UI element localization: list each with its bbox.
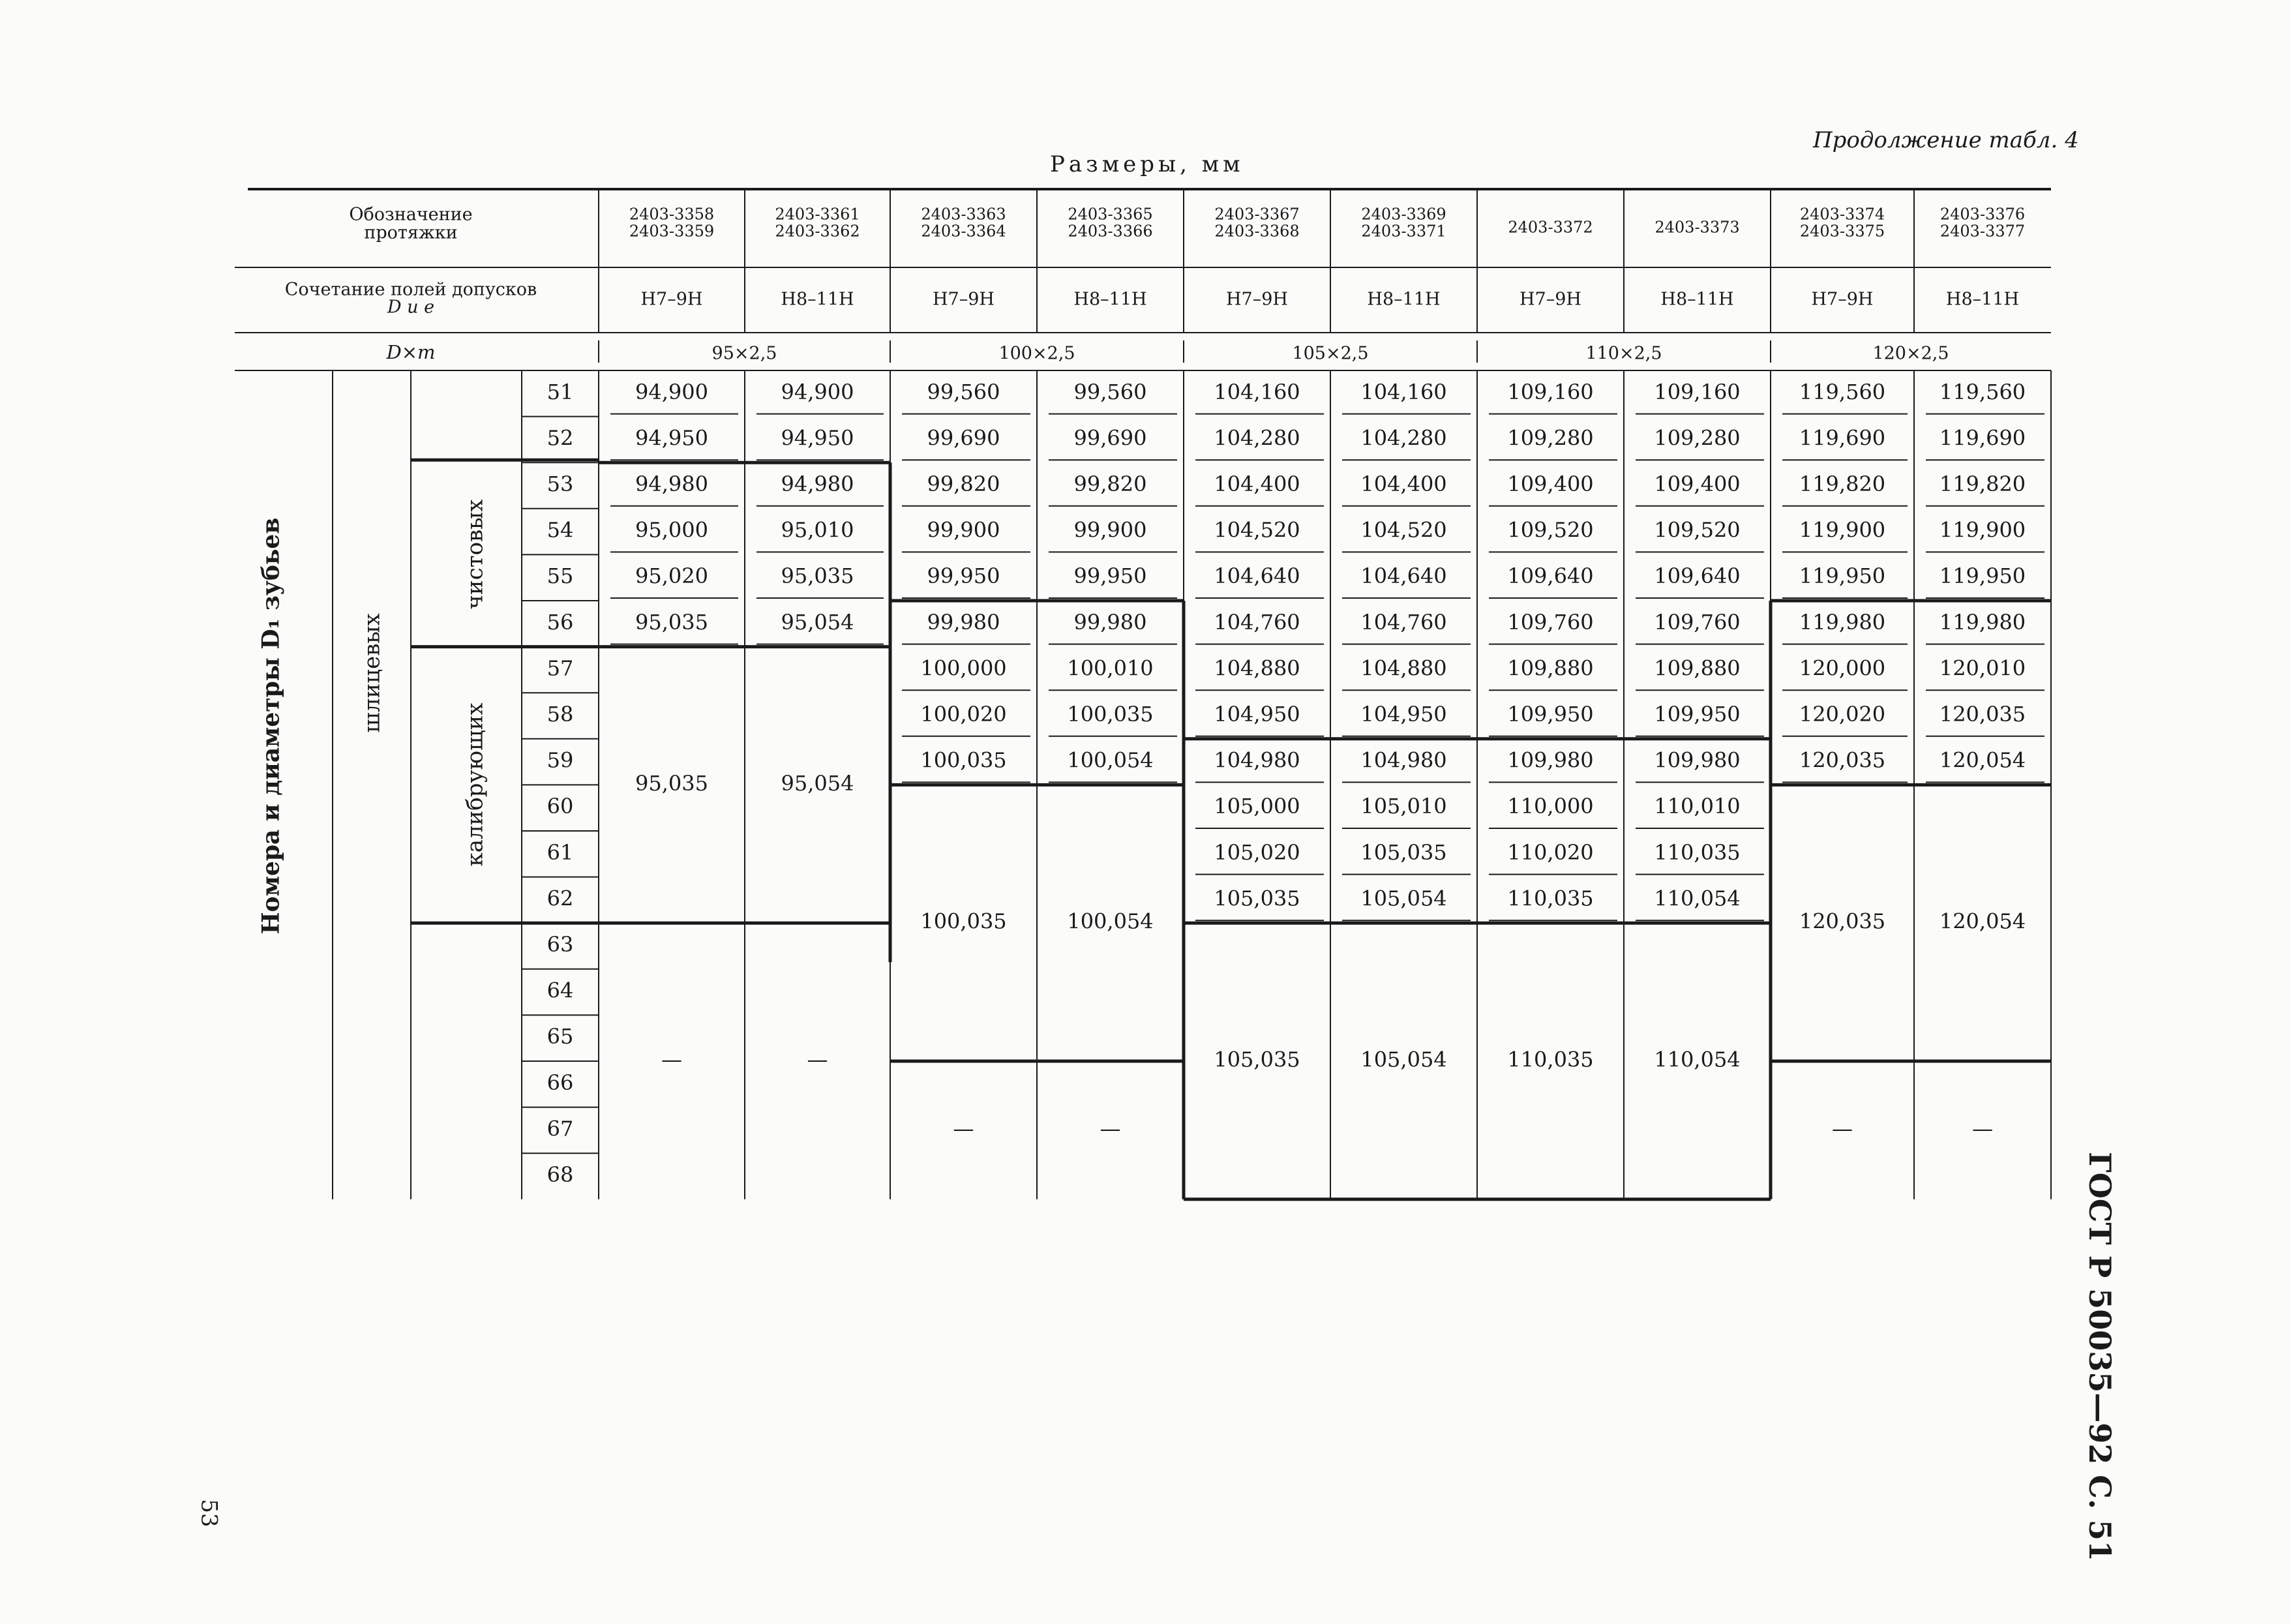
cell-value: 119,980 xyxy=(1799,609,1886,635)
cell-value: 104,400 xyxy=(1214,472,1300,496)
gost-footer: ГОСТ Р 50035—92 С. 51 xyxy=(2082,1151,2118,1562)
cell-value: 109,880 xyxy=(1654,655,1741,681)
cell-value: 109,160 xyxy=(1654,379,1741,404)
designation-code: 2403-3377 xyxy=(1939,222,2026,241)
sizing-teeth-label: калибрующих xyxy=(462,702,488,867)
cell-value: 95,054 xyxy=(781,609,854,635)
cell-value: 109,760 xyxy=(1507,609,1594,635)
designation-code: 2403-3375 xyxy=(1799,222,1885,241)
cell-value: 104,520 xyxy=(1214,517,1300,543)
cell-value: 119,900 xyxy=(1799,517,1886,543)
cell-value: 119,690 xyxy=(1799,425,1886,451)
cell-value: 105,020 xyxy=(1214,839,1300,865)
cell-value: 94,950 xyxy=(635,425,708,451)
row-number: 58 xyxy=(547,702,574,727)
cell-value: 105,035 xyxy=(1214,886,1300,911)
merged-cell-value: 100,035 xyxy=(920,909,1007,934)
designation-code: 2403-3361 xyxy=(775,205,860,224)
cell-value: 109,980 xyxy=(1507,747,1594,773)
cell-value: 104,280 xyxy=(1214,425,1300,451)
cell-value: 104,980 xyxy=(1214,747,1300,773)
cell-value: 95,020 xyxy=(635,564,708,589)
cell-value: 99,900 xyxy=(927,517,1000,543)
spline-teeth-label: шлицевых xyxy=(359,612,385,733)
tolerance-value: H8–11H xyxy=(1945,289,2020,310)
cell-value: 94,980 xyxy=(635,472,708,496)
designation-code: 2403-3376 xyxy=(1939,205,2026,224)
designation-code: 2403-3374 xyxy=(1799,205,1885,224)
cell-value: 104,760 xyxy=(1360,609,1447,635)
cell-value: 109,950 xyxy=(1654,702,1741,727)
tolerance-value: H8–11H xyxy=(1073,289,1147,310)
cell-value: 95,010 xyxy=(781,517,854,543)
dxm-value: 110×2,5 xyxy=(1585,343,1662,364)
cell-value: 110,054 xyxy=(1654,886,1741,911)
cell-value: 99,690 xyxy=(927,425,1000,451)
cell-value: 104,980 xyxy=(1360,747,1447,773)
cell-value: 120,054 xyxy=(1939,747,2026,773)
cell-value: 109,950 xyxy=(1507,702,1594,727)
merged-cell-value: 105,054 xyxy=(1360,1047,1447,1072)
designation-label: протяжки xyxy=(364,222,458,243)
cell-value: 99,900 xyxy=(1073,517,1147,543)
cell-value: 95,035 xyxy=(635,609,708,635)
cell-value: 109,280 xyxy=(1654,425,1741,451)
cell-value: 99,950 xyxy=(1073,564,1147,589)
designation-code: 2403-3368 xyxy=(1214,222,1300,241)
row-group-label: Номера и диаметры D₁ зубьев xyxy=(256,518,284,935)
dxm-value: 95×2,5 xyxy=(711,343,777,364)
cell-value: 119,690 xyxy=(1939,425,2026,451)
cell-value: 105,000 xyxy=(1214,794,1300,819)
row-number: 60 xyxy=(547,794,574,819)
designation-code: 2403-3362 xyxy=(775,222,860,241)
merged-cell-value: — xyxy=(661,1047,682,1072)
row-number: 68 xyxy=(547,1162,574,1187)
cell-value: 109,400 xyxy=(1654,472,1741,496)
cell-value: 99,980 xyxy=(927,609,1000,635)
cell-value: 110,000 xyxy=(1507,794,1594,819)
dxm-value: 100×2,5 xyxy=(998,343,1075,364)
tolerance-value: H7–9H xyxy=(640,289,703,310)
row-number: 63 xyxy=(547,932,574,957)
merged-cell-value: — xyxy=(1100,1116,1121,1141)
designation-code: 2403-3366 xyxy=(1068,222,1153,241)
merged-cell-value: 110,035 xyxy=(1507,1047,1594,1072)
designation-code: 2403-3358 xyxy=(629,205,715,224)
cell-value: 99,560 xyxy=(1073,379,1147,404)
dxm-label: D×m xyxy=(386,341,436,363)
designation-code: 2403-3364 xyxy=(921,222,1006,241)
designation-code: 2403-3371 xyxy=(1361,222,1446,241)
cell-value: 104,950 xyxy=(1360,702,1447,727)
row-number: 62 xyxy=(547,886,574,911)
cell-value: 110,010 xyxy=(1654,794,1741,819)
row-number: 56 xyxy=(547,609,574,635)
cell-value: 104,880 xyxy=(1360,655,1447,681)
dxm-value: 105×2,5 xyxy=(1292,343,1369,364)
cell-value: 119,980 xyxy=(1939,609,2026,635)
tolerance-value: H7–9H xyxy=(1520,289,1581,310)
designation-code: 2403-3373 xyxy=(1655,218,1740,237)
cell-value: 104,950 xyxy=(1214,702,1300,727)
cell-value: 104,160 xyxy=(1214,379,1300,404)
cell-value: 100,054 xyxy=(1067,747,1154,773)
cell-value: 104,400 xyxy=(1360,472,1447,496)
cell-value: 100,020 xyxy=(920,702,1007,727)
cell-value: 99,820 xyxy=(927,472,1000,496)
cell-value: 104,760 xyxy=(1214,609,1300,635)
designation-code: 2403-3372 xyxy=(1508,218,1593,237)
cell-value: 99,980 xyxy=(1073,609,1147,635)
cell-value: 109,760 xyxy=(1654,609,1741,635)
designation-label: Обозначение xyxy=(349,204,473,225)
tolerance-sub-label: D и e xyxy=(387,297,435,318)
cell-value: 120,010 xyxy=(1939,655,2026,681)
cell-value: 119,820 xyxy=(1799,472,1886,496)
cell-value: 100,035 xyxy=(920,747,1007,773)
cell-value: 94,900 xyxy=(781,379,854,404)
merged-cell-value: 105,035 xyxy=(1214,1047,1300,1072)
cell-value: 109,520 xyxy=(1507,517,1594,543)
row-number: 65 xyxy=(547,1024,574,1049)
cell-value: 119,950 xyxy=(1939,564,2026,589)
cell-value: 99,690 xyxy=(1073,425,1147,451)
tolerance-label: Сочетание полей допусков xyxy=(284,279,537,300)
designation-code: 2403-3367 xyxy=(1214,205,1300,224)
cell-value: 104,160 xyxy=(1360,379,1447,404)
cell-value: 109,400 xyxy=(1507,472,1594,496)
cell-value: 119,820 xyxy=(1939,472,2026,496)
cell-value: 105,054 xyxy=(1360,886,1447,911)
cell-value: 94,900 xyxy=(635,379,708,404)
cell-value: 95,035 xyxy=(781,564,854,589)
designation-code: 2403-3363 xyxy=(921,205,1006,224)
row-number: 53 xyxy=(547,472,574,496)
cell-value: 104,640 xyxy=(1360,564,1447,589)
cell-value: 109,640 xyxy=(1507,564,1594,589)
cell-value: 100,035 xyxy=(1067,702,1154,727)
merged-cell-value: 120,035 xyxy=(1799,909,1886,934)
designation-code: 2403-3359 xyxy=(629,222,715,241)
cell-value: 104,520 xyxy=(1360,517,1447,543)
cell-value: 119,560 xyxy=(1939,379,2026,404)
merged-cell-value: 120,054 xyxy=(1939,909,2026,934)
dxm-value: 120×2,5 xyxy=(1872,343,1949,364)
row-number: 54 xyxy=(547,517,574,543)
tolerance-value: H7–9H xyxy=(1811,289,1874,310)
cell-value: 109,520 xyxy=(1654,517,1741,543)
cell-value: 100,010 xyxy=(1067,655,1154,681)
cell-value: 99,560 xyxy=(927,379,1000,404)
designation-code: 2403-3365 xyxy=(1068,205,1153,224)
tolerance-value: H8–11H xyxy=(1367,289,1441,310)
row-number: 66 xyxy=(547,1070,574,1095)
cell-value: 120,020 xyxy=(1799,702,1886,727)
merged-cell-value: — xyxy=(953,1116,974,1141)
size-caption: Размеры, мм xyxy=(1050,151,1244,177)
row-number: 67 xyxy=(547,1116,574,1141)
tolerance-value: H8–11H xyxy=(1660,289,1734,310)
tolerance-value: H8–11H xyxy=(781,289,854,310)
merged-cell-value: — xyxy=(1972,1116,1993,1141)
row-number: 57 xyxy=(547,655,574,681)
row-number: 52 xyxy=(547,425,574,451)
merged-cell-value: 95,035 xyxy=(635,770,708,796)
row-number: 55 xyxy=(547,564,574,589)
cell-value: 120,035 xyxy=(1939,702,2026,727)
cell-value: 119,950 xyxy=(1799,564,1886,589)
merged-cell-value: 95,054 xyxy=(781,770,854,796)
tolerance-value: H7–9H xyxy=(933,289,995,310)
row-number: 59 xyxy=(547,747,574,773)
cell-value: 120,000 xyxy=(1799,655,1886,681)
merged-cell-value: — xyxy=(1832,1116,1853,1141)
row-number: 61 xyxy=(547,839,574,865)
cell-value: 110,035 xyxy=(1507,886,1594,911)
row-number: 64 xyxy=(547,978,574,1003)
merged-cell-value: — xyxy=(807,1047,828,1072)
row-number: 51 xyxy=(547,379,574,404)
cell-value: 100,000 xyxy=(920,655,1007,681)
page-number: 53 xyxy=(196,1499,222,1527)
cell-value: 104,880 xyxy=(1214,655,1300,681)
cell-value: 109,160 xyxy=(1507,379,1594,404)
cell-value: 110,035 xyxy=(1654,839,1741,865)
cell-value: 120,035 xyxy=(1799,747,1886,773)
cell-value: 94,950 xyxy=(781,425,854,451)
cell-value: 105,035 xyxy=(1360,839,1447,865)
continuation-caption: Продолжение табл. 4 xyxy=(1813,127,2079,153)
cell-value: 109,880 xyxy=(1507,655,1594,681)
merged-cell-value: 110,054 xyxy=(1654,1047,1741,1072)
cell-value: 99,820 xyxy=(1073,472,1147,496)
finishing-teeth-label: чистовых xyxy=(461,499,488,610)
cell-value: 110,020 xyxy=(1507,839,1594,865)
cell-value: 109,980 xyxy=(1654,747,1741,773)
cell-value: 104,640 xyxy=(1214,564,1300,589)
cell-value: 119,560 xyxy=(1799,379,1886,404)
merged-cell-value: 100,054 xyxy=(1067,909,1154,934)
cell-value: 109,280 xyxy=(1507,425,1594,451)
tolerance-value: H7–9H xyxy=(1226,289,1288,310)
cell-value: 95,000 xyxy=(635,517,708,543)
cell-value: 119,900 xyxy=(1939,517,2026,543)
cell-value: 105,010 xyxy=(1360,794,1447,819)
designation-code: 2403-3369 xyxy=(1361,205,1446,224)
cell-value: 109,640 xyxy=(1654,564,1741,589)
cell-value: 104,280 xyxy=(1360,425,1447,451)
cell-value: 99,950 xyxy=(927,564,1000,589)
cell-value: 94,980 xyxy=(781,472,854,496)
